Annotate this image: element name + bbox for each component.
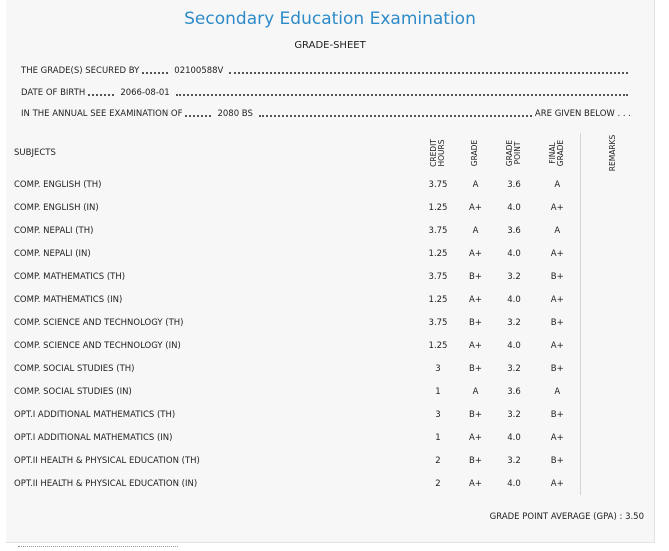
grade-cell: B+ [469, 363, 482, 374]
sheet-subtitle: GRADE-SHEET [294, 40, 366, 51]
dotted-leader [142, 71, 168, 74]
subject-cell: COMP. NEPALI (IN) [14, 248, 91, 259]
final-grade-cell: A+ [550, 432, 564, 443]
grade-cell: B+ [469, 455, 482, 466]
subject-cell: COMP. SCIENCE AND TECHNOLOGY (IN) [14, 340, 181, 351]
subject-cell: OPT.I ADDITIONAL MATHEMATICS (TH) [14, 409, 176, 420]
subject-cell: COMP. ENGLISH (TH) [14, 179, 102, 190]
remarks-cell [580, 196, 645, 219]
credit-hours-cell: 1.25 [428, 202, 448, 213]
credit-hours-cell: 3 [435, 363, 441, 374]
table-row [14, 173, 645, 196]
grade-secured-line [21, 62, 631, 76]
gpa-value: 3.50 [625, 512, 644, 522]
gpa-label: GRADE POINT AVERAGE (GPA) : [489, 512, 623, 522]
credit-hours-cell: 1 [435, 386, 441, 397]
subject-cell: COMP. MATHEMATICS (TH) [14, 271, 126, 282]
grade-cell: B+ [469, 271, 482, 282]
table-row [14, 242, 645, 265]
grade-point-cell: 4.0 [507, 202, 521, 213]
table-header-row [14, 133, 645, 173]
dob-value: 2066-08-01 [120, 88, 170, 98]
header-subjects: SUBJECTS [14, 148, 56, 158]
remarks-cell [580, 472, 645, 495]
credit-hours-cell: 1.25 [428, 340, 448, 351]
table-row [14, 472, 645, 495]
credit-hours-cell: 2 [435, 478, 441, 489]
dob-line [21, 84, 631, 98]
header-remarks: REMARKS [580, 133, 645, 173]
grade-cell: B+ [469, 317, 482, 328]
subject-cell: OPT.II HEALTH & PHYSICAL EDUCATION (IN) [14, 478, 198, 489]
dotted-leader [88, 93, 114, 96]
remarks-cell [580, 173, 645, 196]
header-grade-point: GRADE POINT [505, 139, 522, 166]
page-title: Secondary Education Examination [184, 9, 476, 29]
grade-sheet [6, 0, 655, 543]
dotted-leader [176, 93, 628, 96]
final-grade-cell: A+ [550, 478, 564, 489]
grade-cell: A [472, 386, 479, 397]
credit-hours-cell: 3.75 [428, 225, 448, 236]
credit-hours-cell: 1 [435, 432, 441, 443]
final-grade-cell: A [554, 179, 561, 190]
header-grade: GRADE [470, 139, 480, 167]
subject-cell: COMP. ENGLISH (IN) [14, 202, 99, 213]
grade-cell: A+ [469, 202, 482, 213]
remarks-cell [580, 311, 645, 334]
remarks-cell [580, 242, 645, 265]
remarks-cell [580, 357, 645, 380]
credit-hours-cell: 3.75 [428, 271, 448, 282]
grade-cell: A [472, 225, 479, 236]
final-grade-cell: B+ [550, 317, 564, 328]
remarks-cell [580, 265, 645, 288]
dotted-leader [259, 114, 532, 117]
dotted-leader [185, 114, 211, 117]
credit-hours-cell: 1.25 [428, 294, 448, 305]
final-grade-cell: A [554, 225, 561, 236]
credit-hours-cell: 1.25 [428, 248, 448, 259]
grade-point-cell: 3.2 [507, 409, 521, 420]
table-row [14, 219, 645, 242]
header-final-grade: FINAL GRADE [548, 139, 566, 166]
table-row [14, 334, 645, 357]
grade-cell: A [472, 179, 479, 190]
header-credit-hours: CREDIT HOURS [428, 138, 446, 167]
remarks-cell [580, 334, 645, 357]
final-grade-cell: A+ [550, 202, 564, 213]
grade-cell: A+ [469, 432, 482, 443]
subject-cell: OPT.I ADDITIONAL MATHEMATICS (IN) [14, 432, 173, 443]
exam-line [21, 105, 631, 119]
grade-secured-label: THE GRADE(S) SECURED BY [21, 66, 140, 76]
exam-label: IN THE ANNUAL SEE EXAMINATION OF [21, 109, 183, 119]
gpa-summary [490, 512, 644, 522]
grade-point-cell: 3.2 [507, 271, 521, 282]
credit-hours-cell: 2 [435, 455, 441, 466]
table-row [14, 196, 645, 219]
grade-point-cell: 4.0 [507, 248, 521, 259]
dotted-leader [229, 71, 628, 74]
remarks-cell [580, 426, 645, 449]
grade-cell: A+ [469, 248, 482, 259]
table-row [14, 403, 645, 426]
credit-hours-cell: 3.75 [428, 179, 448, 190]
dob-label: DATE OF BIRTH [21, 88, 86, 98]
remarks-cell [580, 449, 645, 472]
remarks-cell [580, 403, 645, 426]
grade-point-cell: 3.2 [507, 363, 521, 374]
grade-point-cell: 3.2 [507, 455, 521, 466]
grade-point-cell: 3.6 [507, 386, 521, 397]
grade-point-cell: 3.2 [507, 317, 521, 328]
table-row [14, 449, 645, 472]
table-row [14, 265, 645, 288]
table-row [14, 311, 645, 334]
subject-cell: COMP. SOCIAL STUDIES (IN) [14, 386, 132, 397]
final-grade-cell: B+ [550, 455, 564, 466]
subject-cell: COMP. SOCIAL STUDIES (TH) [14, 363, 135, 374]
grade-point-cell: 4.0 [507, 478, 521, 489]
final-grade-cell: B+ [550, 409, 564, 420]
table-row [14, 426, 645, 449]
remarks-cell [580, 380, 645, 403]
subject-cell: COMP. NEPALI (TH) [14, 225, 94, 236]
table-row [14, 380, 645, 403]
grades-table [14, 133, 645, 495]
final-grade-cell: A+ [550, 248, 564, 259]
credit-hours-cell: 3.75 [428, 317, 448, 328]
final-grade-cell: B+ [550, 271, 564, 282]
final-grade-cell: A+ [550, 340, 564, 351]
final-grade-cell: A+ [550, 294, 564, 305]
exam-year: 2080 BS [217, 109, 253, 119]
grade-cell: A+ [469, 294, 482, 305]
subject-cell: COMP. SCIENCE AND TECHNOLOGY (TH) [14, 317, 184, 328]
grade-point-cell: 4.0 [507, 432, 521, 443]
final-grade-cell: A [554, 386, 561, 397]
credit-hours-cell: 3 [435, 409, 441, 420]
symbol-number: 02100588V [174, 66, 224, 76]
grade-point-cell: 3.6 [507, 225, 521, 236]
final-grade-cell: B+ [550, 363, 564, 374]
grade-cell: B+ [469, 409, 482, 420]
grade-point-cell: 4.0 [507, 294, 521, 305]
subject-cell: OPT.II HEALTH & PHYSICAL EDUCATION (TH) [14, 455, 200, 466]
grade-point-cell: 4.0 [507, 340, 521, 351]
table-row [14, 288, 645, 311]
grade-cell: A+ [469, 340, 482, 351]
exam-tail: ARE GIVEN BELOW . . . [534, 109, 631, 119]
footer-divider [18, 546, 178, 551]
grade-cell: A+ [469, 478, 482, 489]
table-row [14, 357, 645, 380]
subject-cell: COMP. MATHEMATICS (IN) [14, 294, 123, 305]
remarks-cell [580, 288, 645, 311]
remarks-cell [580, 219, 645, 242]
grade-point-cell: 3.6 [507, 179, 521, 190]
